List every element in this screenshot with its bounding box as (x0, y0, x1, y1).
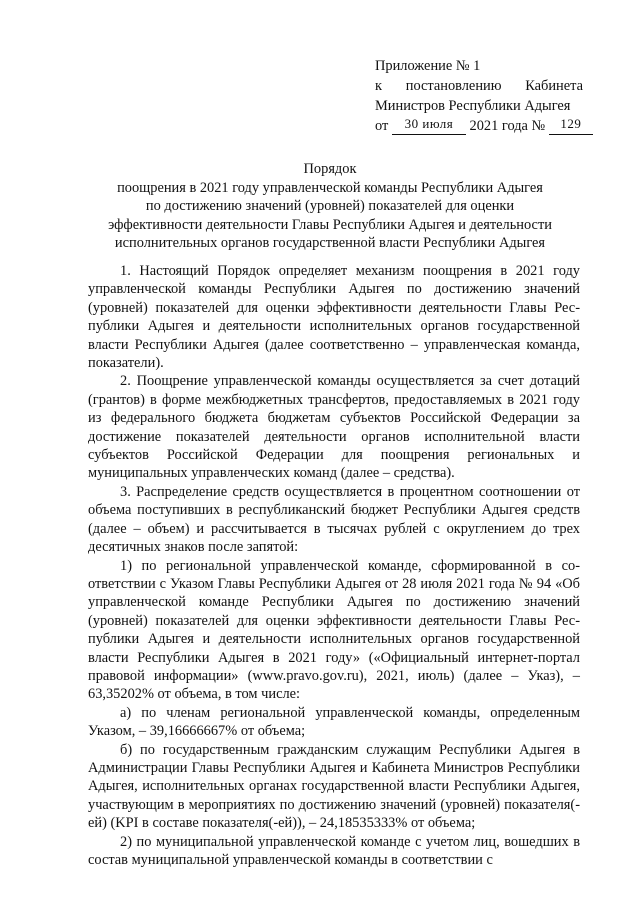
title-line: поощрения в 2021 году управленческой команды Республики Адыгея (117, 179, 543, 196)
appendix-number: Приложение № 1 (375, 58, 481, 74)
appendix-header (375, 56, 583, 136)
appendix-word-resolution: постановлению (405, 78, 502, 94)
handwritten-date: 30 июля (404, 116, 454, 131)
document-title (60, 160, 600, 253)
appendix-date-line (375, 116, 583, 136)
document-body (88, 262, 580, 869)
title-line: эффективности деятельности Главы Республики Адыгея и деятельности (108, 216, 552, 233)
title-line: исполнительных органов государственной власти Республики Адыгея (114, 235, 546, 252)
appendix-word-k: к (375, 78, 382, 94)
paragraph-2: 2. Поощрение управленческой команды осуществляется за счет дотаций (грантов) в форме межбюджетных трансфертов, предоставляемых в 2021 году из федерального бюджета бюджетам субъектов Российской Федерации за достижение показателей деятельности органов исполнительной власти субъектов Российской Федерации для поощрения региональных и муниципальных управленческих команд (далее – средства). (88, 373, 580, 482)
subparagraph-2: 2) по муниципальной управленческой команде с учетом лиц, вошедших в состав муниципальной управленческой команды в соответствии с (88, 833, 580, 868)
appendix-year: 2021 года № (469, 118, 546, 134)
paragraph-3: 3. Распределение средств осуществляется в процентном соотношении от объема поступивших в республиканский бюджет Республики Адыгея средств (далее – объем) и рассчитывается в тысячах рублей с округлением до трех десятичных знаков после запятой: (88, 483, 580, 556)
appendix-from: от (375, 118, 389, 134)
appendix-resolution-line (375, 76, 583, 96)
subparagraph-b: б) по государственным гражданским служащим Республики Адыгея в Администрации Главы Республики Адыгея и Кабинета Министров Республики Адыгея, исполнительных органах государственной власти Республики Адыгея, участвующим в мероприятиях по достижению значений (уровней) показателя(-ей) (KPI в составе показателя(-ей)), – 24,18535333% от объема; (88, 741, 580, 832)
number-blank (549, 118, 593, 135)
handwritten-number: 129 (560, 116, 582, 131)
paragraph-1: 1. Настоящий Порядок определяет механизм поощрения в 2021 году управленческой команды Республики Адыгея по достижению значений (уровней) показателей для оценки эффективности деятельности Главы Республики Адыгея и деятельности исполнительных органов государственной власти Республики Адыгея (далее соответственно – управленческая команда, показатели). (88, 263, 580, 372)
subparagraph-a: а) по членам региональной управленческой команды, определенным Указом, – 39,16666667% от объема; (88, 704, 580, 740)
title-heading: Порядок (303, 161, 357, 177)
subparagraph-1: 1) по региональной управленческой команде, сформированной в соответствии с Указом Главы Республики Адыгея от 28 июля 2021 года № 94 «Об управленческой команде Республики Адыгея по достижению значений (уровней) показателей для оценки эффективности деятельности Главы Республики Адыгея и деятельности исполнительных органов государственной власти Республики Адыгея в 2021 году» («Официальный интернет-портал правовой информации» (www.pravo.gov.ru), 2021, июль) (далее – Указ), – 63,35202% от объема, в том числе: (88, 557, 580, 703)
title-line: по достижению значений (уровней) показателей для оценки (145, 198, 515, 215)
appendix-word-cabinet: Кабинета (525, 78, 583, 94)
appendix-ministers: Министров Республики Адыгея (375, 98, 571, 114)
date-blank (392, 118, 466, 135)
